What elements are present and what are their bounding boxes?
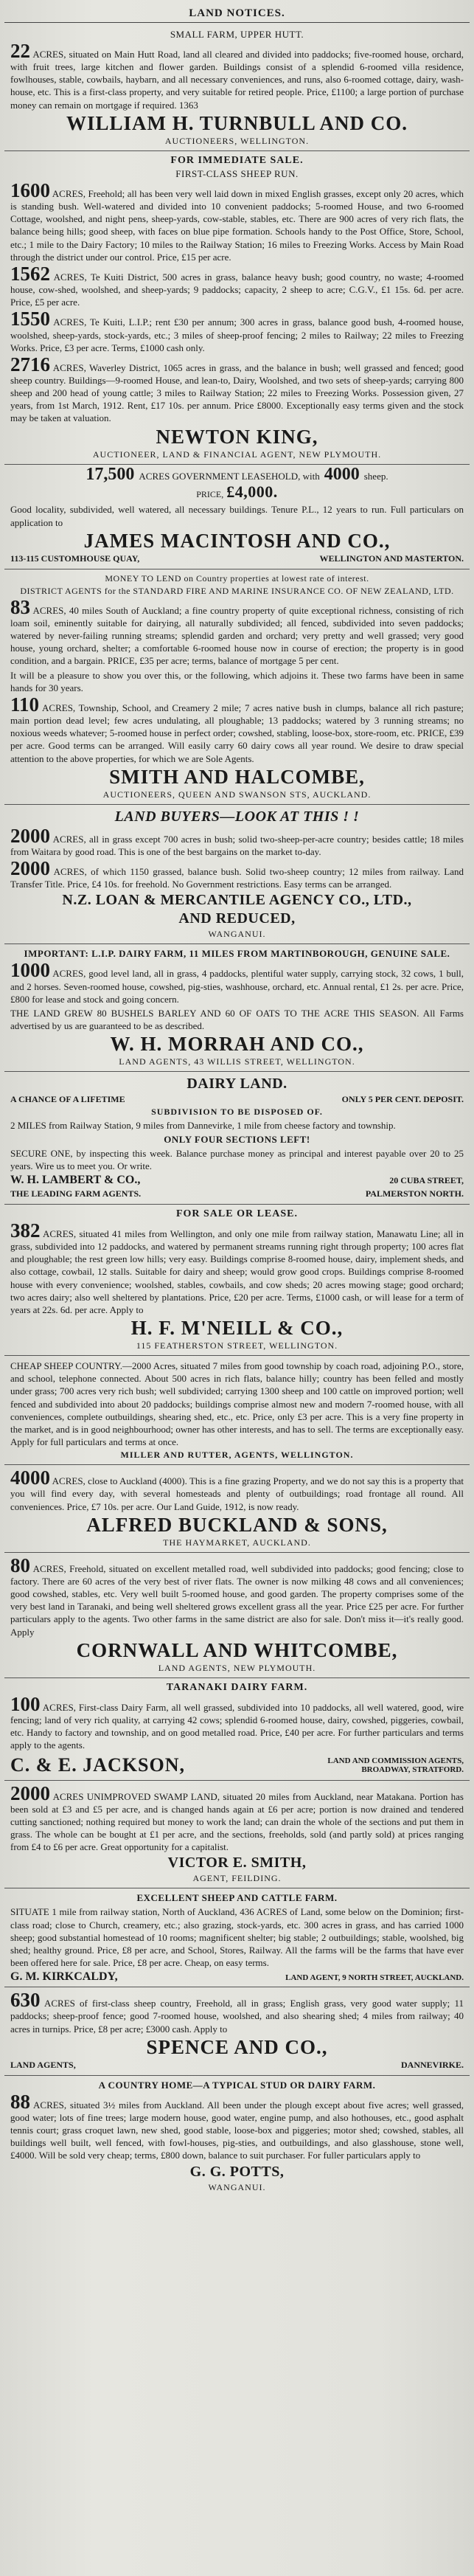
agent-name-2: AND REDUCED,	[178, 910, 296, 927]
ad-body: Good locality, subdivided, well watered, all necessary buildings. Tenure P.L., 12 years to run. Full particulars on application to	[10, 504, 464, 528]
ad-money-to-lend	[4, 569, 470, 805]
agent-sub: LAND AGENTS, 43 WILLIS STREET, WELLINGTON.	[119, 1056, 355, 1067]
agent-right-2: BROADWAY, STRATFORD.	[361, 1765, 464, 1774]
ad-grazing-property	[4, 1465, 470, 1553]
agent-sub: AUCTIONEERS, QUEEN AND SWANSON STS, AUCKLAND.	[102, 789, 372, 800]
ad-item-text: ACRES, situated 3½ miles from Auckland. All been under the plough except about five acres; well grassed, good water; lots of fine trees; large modern house, good water, engine pump, and also hothouses, etc., good asphalt tennis court; grass croquet lawn, new shed, good stable, loose-box and piggeries; motor shed; cowshed, stables, all buildings well built, well fenced, with fowl-houses, pig-sties, and outbuildings, and also glasshouse, stone well, £4000. Will be sold very cheap; terms, £800 down, balance to suit purchaser. For fuller particulars apply to	[10, 2099, 464, 2161]
agent-sub: AUCTIONEERS, WELLINGTON.	[164, 135, 310, 146]
agent-row	[10, 1753, 464, 1777]
ad-lead-text-2: sheep.	[363, 470, 388, 482]
land-notices-column	[4, 4, 470, 2197]
ad-lead-text: ACRES GOVERNMENT LEASEHOLD, with	[139, 470, 320, 482]
agent-name: WILLIAM H. TURNBULL AND CO.	[66, 111, 408, 134]
ad-item-text: ACRES, all in grass except 700 acres in bush; solid two-sheep-per-acre country; besides cattle; 18 miles from Waitara by good road. This is one of the best bargains on the market to-day.	[10, 833, 464, 857]
ad-number: 382	[10, 1219, 41, 1242]
ad-number: 2000	[10, 824, 50, 847]
ad-country-home	[4, 2076, 470, 2197]
ad-number: 83	[10, 595, 30, 618]
agent-right: DANNEVIRKE.	[400, 2059, 464, 2070]
agent-row-2	[10, 1188, 464, 1199]
ad-heading: FOR IMMEDIATE SALE.	[170, 154, 304, 166]
agent-name: W. H. LAMBERT & CO.,	[10, 1173, 141, 1186]
ad-number: 2000	[10, 1782, 50, 1804]
agent-sub: 115 FEATHERSTON STREET, WELLINGTON.	[136, 1340, 338, 1351]
agent-right: WELLINGTON AND MASTERTON.	[319, 553, 464, 564]
agent-name: CORNWALL AND WHITCOMBE,	[76, 1638, 398, 1661]
ad-body-2: SECURE ONE, by inspecting this week. Balance purchase money as principal and interest payable over 20 to 25 years. Wire us to meet you. Or write.	[10, 1147, 464, 1171]
ad-sheep-cattle-farm	[4, 1888, 470, 1987]
ad-number: 1550	[10, 308, 50, 330]
ad-number: 630	[10, 1989, 41, 2012]
ad-number: 1562	[10, 262, 50, 285]
ad-item-text: ACRES UNIMPROVED SWAMP LAND, situated 20 miles from Auckland, near Matakana. Portion has been sold at £3 and £5 per acre, and is changed hands again at £6 per acre; portion is now drained and tendered cutting sanctioned; nothing required but money to work the land; can drain the whole of the sections and put them in grass. The whole can be bought at £1 per acre, and the sections, freeholds, sold (and partly sold) at prices ranging from £4 to £6 per acre. Great opportunity for a capitalist.	[10, 1790, 464, 1853]
ad-number-2: 4000	[324, 464, 360, 484]
ad-heading: LAND BUYERS—LOOK AT THIS ! !	[114, 808, 360, 825]
chance-left: A CHANCE OF A LIFETIME	[10, 1094, 125, 1105]
agent-sub: LAND AGENTS, NEW PLYMOUTH.	[158, 1662, 316, 1673]
ad-heading-2: ONLY FOUR SECTIONS LEFT!	[164, 1133, 310, 1145]
ad-item	[10, 1692, 464, 1752]
agent-name: VICTOR E. SMITH,	[167, 1855, 307, 1872]
ad-heading: DAIRY LAND.	[187, 1076, 287, 1093]
ad-heading: IMPORTANT: L.I.P. DAIRY FARM, 11 MILES FROM MARTINBOROUGH, GENUINE SALE.	[24, 948, 450, 960]
ad-heading: TARANAKI DAIRY FARM.	[166, 1681, 308, 1693]
ad-body: THE LAND GREW 80 BUSHELS BARLEY AND 60 OF OATS TO THE ACRE THIS SEASON. All Farms advertised by us are guaranteed to be as described.	[10, 1007, 464, 1032]
ad-dairy-land	[4, 1072, 470, 1204]
ad-first-class-sheep-country	[4, 1987, 470, 2076]
ad-item	[10, 353, 464, 425]
agent-right-2: PALMERSTON NORTH.	[365, 1188, 464, 1199]
ad-body: 2 MILES from Railway Station, 9 miles from Dannevirke, 1 mile from cheese factory and township.	[10, 1120, 396, 1132]
ad-item	[10, 961, 464, 1005]
ad-item	[10, 310, 464, 353]
ad-item-text: ACRES, close to Auckland (4000). This is a fine grazing Property, and we do not say this is a property that you will find every day, with several homesteads and plenty of outbuildings; road frontage all round. All conveniences. Price, £7 10s. per acre. Our Land Guide, 1912, is now ready.	[10, 1475, 464, 1512]
ad-taranaki-dairy-farm	[4, 1678, 470, 1781]
ad-number: 110	[10, 693, 40, 716]
price-label: PRICE,	[196, 489, 224, 500]
ad-item-text: ACRES, Te Kuiti District, 500 acres in grass, balance heavy bush; good country, no waste; 4-roomed house, cow-shed, woolshed, and sheep-yards; 9 paddocks; capacity, 2 sheep to acre; C.G.V., £1 15s. 6d. per acre. Price, £5 per acre.	[10, 271, 464, 308]
ad-item	[10, 181, 464, 263]
agent-row	[10, 1970, 464, 1984]
ad-number: 4000	[10, 1467, 50, 1489]
agent-left: THE LEADING FARM AGENTS.	[10, 1188, 142, 1199]
ad-item	[10, 1991, 464, 2035]
agent-sub: AGENT, FEILDING.	[192, 1873, 282, 1884]
ad-number: 2716	[10, 353, 50, 375]
ad-item	[10, 1219, 464, 1316]
ad-item	[10, 262, 464, 308]
ad-item	[10, 693, 464, 765]
agent-name: JAMES MACINTOSH AND CO.,	[83, 529, 391, 552]
ad-item-text: ACRES, 40 miles South of Auckland; a fine country property of quite exceptional richness, consisting of rich loam soil, eminently suitable for dairying, all naturally subdivided; all fenced, subdivided into seven paddocks; watered by never-failing running streams; splendid garden and orchard; very pretty and well grassed; very good house, young orchard, shelter; a comfortable 6-roomed house now in course of erection; the property is in good condition, and a bargain. PRICE, £35 per acre; terms, balance of mortgage 5 per cent.	[10, 604, 464, 667]
ad-number: 80	[10, 1554, 30, 1576]
agent-right: LAND AND COMMISSION AGENTS,	[327, 1756, 464, 1765]
ad-item-text: ACRES, Freehold; all has been very well laid down in mixed English grasses, except only 20 acres, which is standing bush. Well-watered and divided into 10 convenient paddocks; 5-roomed House, and two 6-roomed Cottage, woolshed, and night pens, sheep-yards, cow-stable, stables, etc. There are 900 acres of very rich flats, the balance being hills; good sheep, with faces on blue pipe formation. Schools handy to the Post Office, Store, School, etc.; 1 mile to the Dairy Factory; 10 miles to the Railway Station; 16 miles to Freezing Works. Access by Main Road through the district under our control. Price, £15 per acre.	[10, 187, 464, 263]
agent-name: SMITH AND HALCOMBE,	[109, 765, 365, 788]
ad-item-text: ACRES, First-class Dairy Farm, all well grassed, subdivided into 10 paddocks, all well watered, good, wire fencing; land of very rich quality, at carrying 42 cows; splendid 6-roomed house, dairy, cowshed, piggeries, cowbail, etc. Handy to factory and township, and on good metalled road. Price, £40 per acre. For further particulars and terms apply to the agents.	[10, 1701, 464, 1751]
chance-line	[10, 1094, 464, 1105]
ad-heading: MONEY TO LEND on Country properties at lowest rate of interest.	[105, 572, 369, 584]
ad-item	[10, 859, 464, 890]
price-line	[10, 482, 464, 502]
ad-small-farm-upper-hutt	[4, 25, 470, 151]
agent-address	[10, 2060, 464, 2071]
agent-name: G. G. POTTS,	[189, 2163, 285, 2180]
agent-sub: WANGANUI.	[208, 929, 266, 940]
ad-sale-or-lease	[4, 1205, 470, 1356]
divider	[4, 22, 470, 23]
agent-name: MILLER AND RUTTER, AGENTS, WELLINGTON.	[120, 1450, 354, 1461]
ad-item-text: SITUATE 1 mile from railway station, North of Auckland, 436 ACRES of Land, some below on the Dominion; first-class road; close to Church, creamery, etc.; also grazing, stock-yards, etc. 300 acres in grass, and has carried 1000 sheep; good substantial homestead of 10 rooms; magnificent shelter; big stable; 2 outbuildings; stable, woolshed, big shed; healthy ground. Price, £8 per acre, and School, Stores, Railway. All the farms will be the farms that have ever been offered here for sale. Price, £8 per acre. Cheap, on easy terms.	[10, 1906, 464, 1969]
ad-swamp-land	[4, 1781, 470, 1889]
ad-land-buyers	[4, 805, 470, 945]
ad-item	[10, 2090, 464, 2162]
ad-item-text: ACRES, Waverley District, 1065 acres in grass, and the balance in bush; well grassed and fenced; good sheep country. Buildings—9-roomed House, and lean-to, Dairy, Woolshed, and two sets of sheep-yards; carrying 800 sheep and 200 head of young cattle; 3 miles to Railway Station; 22 miles to Freezing Works. Possession given, 27 years, from 1st March, 1912. Rent, £17 10s. per annum. Price £8000. Exceptionally easy terms given and the stock may be taken at valuation.	[10, 361, 464, 424]
ad-taranaki-freehold	[4, 1553, 470, 1678]
agent-name: N.Z. LOAN & MERCANTILE AGENCY CO., LTD.,	[62, 892, 412, 909]
ad-item	[10, 1784, 464, 1854]
ad-item-text: ACRES, of which 1150 grassed, balance bush. Solid two-sheep country; 12 miles from railway. Land Transfer Title. Price, £4 10s. for freehold. No Government restrictions. Easy terms can be arranged.	[10, 866, 464, 890]
agent-name: W. H. MORRAH AND CO.,	[110, 1033, 364, 1056]
ad-number: 1000	[10, 959, 50, 982]
ad-heading-2: FIRST-CLASS SHEEP RUN.	[175, 167, 299, 179]
chance-center: SUBDIVISION TO BE DISPOSED OF.	[151, 1107, 323, 1118]
ad-number: 100	[10, 1692, 41, 1715]
ad-heading-2: DISTRICT AGENTS for the STANDARD FIRE AND MARINE INSURANCE CO. OF NEW ZEALAND, LTD.	[20, 585, 454, 596]
agent-name: C. & E. JACKSON,	[10, 1753, 186, 1776]
ad-item-text: ACRES, Freehold, situated on excellent metalled road, well subdivided into paddocks; good fencing; close to factory. There are 60 acres of the very best of river flats. The owner is now milking 48 cows and all conveniences; good cowshed, stables, etc. Very well built 5-roomed house, and good garden. The property comprises some of the very best land in Taranaki, and being well sheltered grows excellent grass all the year. Price £25 per acre. For further particulars apply to the agents. Two other farms in the same district are also for sale. Don't miss it—it's really good. Apply	[10, 1562, 464, 1638]
ad-lip-dairy-farm	[4, 944, 470, 1072]
ad-ref: 1363	[178, 99, 198, 111]
agent-name: H. F. M'NEILL & CO.,	[130, 1316, 344, 1339]
ad-item	[10, 1554, 464, 1638]
ad-item	[10, 1469, 464, 1512]
ad-sheep-run	[4, 151, 470, 465]
price-value: £4,000.	[226, 482, 278, 502]
ad-item	[10, 1905, 464, 1969]
ad-number: 2000	[10, 857, 50, 880]
ad-item-text: ACRES of first-class sheep country, Freehold, all in grass; English grass, very good water supply; 11 paddocks; sheep-proof fence; good 7-roomed house, woolshed, and also shearing shed; 4 miles from railway; 40 acres in turnips. Price, £8 per acre; £3000 cash. Apply to	[10, 1998, 464, 2035]
agent-name: ALFRED BUCKLAND & SONS,	[86, 1513, 388, 1536]
ad-lead-line	[10, 464, 464, 484]
agent-right: LAND AGENT, 9 NORTH STREET, AUCKLAND.	[285, 1973, 464, 1983]
ad-body: ACRES, situated on Main Hutt Road, land all cleared and divided into paddocks; five-roomed house, orchard, with fruit trees, large kitchen and flower garden. Buildings consist of a splendid 6-roomed villa residence, fowlhouses, stable, cowbails, haybarn, and all necessary conveniences, and runs, also 6-roomed cottage, dairy, wash-house, etc. This is a first-class property, and very suitable for retired people. Price, £1100; a large portion of purchase money can remain on mortgage if required.	[10, 49, 464, 111]
agent-sub: WANGANUI.	[208, 2181, 266, 2192]
ad-number: 17,500	[86, 464, 135, 484]
ad-item	[10, 824, 464, 858]
agent-address	[10, 553, 464, 564]
ad-item-text: ACRES, good level land, all in grass, 4 paddocks, plentiful water supply, carrying stock, 32 cows, 1 bull, and 2 horses. Seven-roomed house, cowshed, pig-sties, washhouse, orchard, etc. Annual rental, £1 2s. per acre. Price, £800 for lease and stock and going concern.	[10, 968, 464, 1005]
agent-row	[10, 1174, 464, 1187]
agent-sub: THE HAYMARKET, AUCKLAND.	[163, 1537, 311, 1548]
chance-right: ONLY 5 PER CENT. DEPOSIT.	[341, 1094, 464, 1105]
ad-item-text: ACRES, situated 41 miles from Wellington, and only one mile from railway station, Manawatu Line; all in grass, subdivided into 12 paddocks, and watered by permanent streams running right through property; 100 acres flat and ploughable; the rest green low hills; very easy. Buildings comprise 8-roomed house, dairy, implement sheds, and also cottage, cowbail, 12 stalls. Suitable for dairy and sheep; would grow good crops. Buildings comprise 8-roomed house with every convenience; woolshed, stables, cowbails, and cow sheds; 20 acres mowing stage; good orchard; two acres dairy; also well sheltered by plantations. Price, £20 per acre. Terms, £1000 cash, or will lease for a term of years at 22s. 6d. per acre. Apply to	[10, 1228, 464, 1315]
ad-item	[10, 595, 464, 668]
ad-text	[10, 42, 464, 111]
ad-heading: FOR SALE OR LEASE.	[175, 1208, 299, 1219]
ad-item-text: ACRES, Township, School, and Creamery 2 mile; 7 acres native bush in clumps, balance all rich pasture; main portion dead level; few acres undulating, all ploughable; 13 paddocks; watered by 3 running streams; no noxious weeds whatever; 5-roomed house in perfect order; cowshed, stabling, loose-box, store-room, etc. PRICE, £39 per acre. Good terms can be arranged. Will easily carry 60 dairy cows all year round. We desire to draw special attention to the above properties, for which we are Sole Agents.	[10, 702, 464, 764]
ad-number: 1600	[10, 179, 50, 201]
ad-heading: EXCELLENT SHEEP AND CATTLE FARM.	[136, 1892, 338, 1904]
ad-item	[10, 1360, 464, 1448]
agent-left: LAND AGENTS,	[10, 2059, 76, 2070]
ad-item	[10, 669, 464, 694]
agent-name: G. M. KIRKCALDY,	[10, 1970, 118, 1984]
ad-government-leasehold	[4, 465, 470, 569]
section-title: LAND NOTICES.	[189, 7, 285, 19]
ad-item-text: CHEAP SHEEP COUNTRY.—2000 Acres, situated 7 miles from good township by coach road, adjoining P.O., store, and school, telephone connected. About 500 acres in rich flats, balance hilly; country has been felled and mostly under grass; 700 acres very rich bush; well subdivided; carrying 1300 sheep and 100 cattle on improved portion; well fenced and subdivided into about 20 paddocks; buildings comprise almost new and modern 7-roomed house, with all conveniences, complete outbuildings, shearing shed, etc., etc. Price, only £3 per acre. This is a very fine property in the market, and is in good neighbourhood; owner has other interests, and has to sell. The terms are exceptionally easy. Apply for full particulars and terms at once.	[10, 1360, 464, 1448]
agent-left: 113-115 CUSTOMHOUSE QUAY,	[10, 553, 140, 564]
ad-heading: SMALL FARM, UPPER HUTT.	[170, 29, 304, 40]
ad-heading: A COUNTRY HOME—A TYPICAL STUD OR DAIRY FARM.	[98, 2079, 376, 2091]
agent-address	[327, 1756, 464, 1774]
agent-sub: AUCTIONEER, LAND & FINANCIAL AGENT, NEW PLYMOUTH.	[92, 449, 382, 460]
agent-right: 20 CUBA STREET,	[389, 1174, 464, 1185]
ad-number: 22	[10, 40, 30, 62]
ad-cheap-sheep-country	[4, 1356, 470, 1465]
ad-item-text: ACRES, Te Kuiti, L.I.P.; rent £30 per annum; 300 acres in grass, balance good bush, 4-roomed house, woolshed, sheep-yards, stock-yards, etc.; 3 miles of sheep-proof fencing; 2 miles to Railway; 22 miles to Freezing Works. Price, £3 per acre. Terms, £1000 cash only.	[10, 316, 464, 353]
ad-number: 88	[10, 2090, 30, 2113]
agent-name: SPENCE AND CO.,	[146, 2035, 328, 2058]
ad-item-text: It will be a pleasure to show you over this, or the following, which adjoins it. These two farms have been in same hands for 30 years.	[10, 669, 464, 693]
agent-name: NEWTON KING,	[156, 425, 318, 448]
